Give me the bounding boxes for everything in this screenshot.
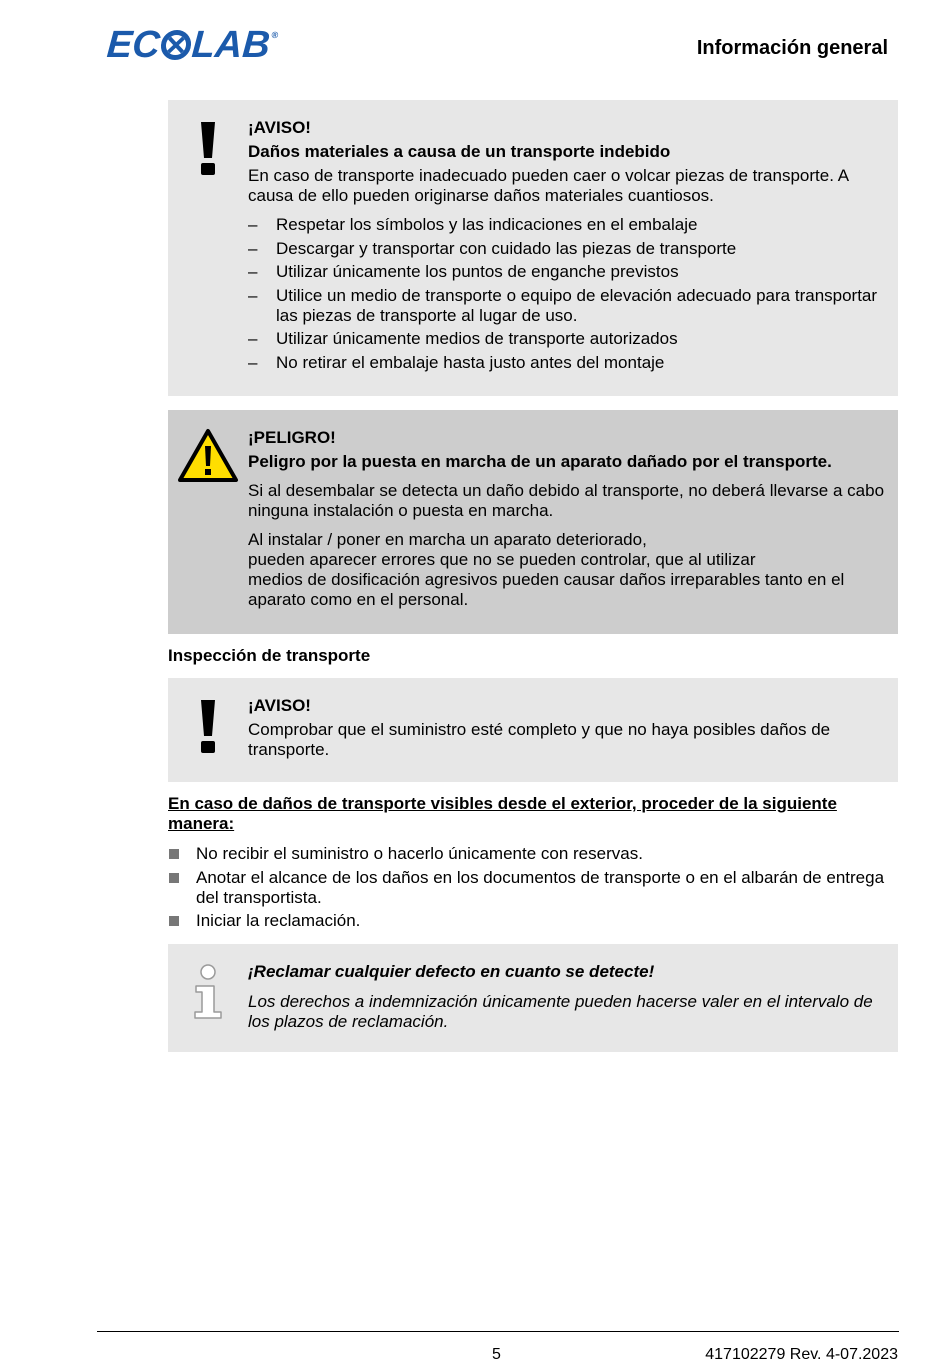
notice-box-check-delivery bbox=[168, 678, 898, 782]
list-item: Iniciar la reclamación. bbox=[168, 911, 898, 931]
notice-text: Comprobar que el suministro esté completo y que no haya posibles daños de transporte. bbox=[248, 720, 831, 759]
exclamation-icon bbox=[198, 120, 218, 176]
info-icon bbox=[190, 962, 226, 1022]
logo-o-mark-icon bbox=[160, 30, 192, 60]
info-content bbox=[248, 962, 888, 1032]
notice-title: Daños materiales a causa de un transporte indebido bbox=[248, 142, 671, 161]
info-title: ¡Reclamar cualquier defecto en cuanto se detecte! bbox=[248, 962, 655, 981]
logo-text-right: LAB bbox=[190, 24, 272, 66]
notice-text: En caso de transporte inadecuado pueden caer o volcar piezas de transporte. A causa de ello pueden originarse daños materiales cuantiosos. bbox=[248, 166, 849, 205]
list-item: No recibir el suministro o hacerlo únicamente con reservas. bbox=[168, 844, 898, 864]
exclamation-icon bbox=[198, 698, 218, 754]
notice-signal-word: ¡AVISO! bbox=[248, 696, 311, 715]
danger-text-line: Al instalar / poner en marcha un aparato deteriorado, bbox=[248, 530, 647, 549]
danger-text-line: pueden aparecer errores que no se pueden controlar, que al utilizar bbox=[248, 550, 756, 569]
logo-text-left: EC bbox=[105, 24, 162, 66]
notice-content bbox=[248, 118, 888, 376]
ecolab-logo bbox=[105, 24, 279, 66]
list-item: – Respetar los símbolos y las indicaciones en el embalaje bbox=[248, 215, 888, 235]
list-item: – Descargar y transportar con cuidado las piezas de transporte bbox=[248, 239, 888, 259]
notice-box-transport-damage bbox=[168, 100, 898, 396]
document-revision: 417102279 Rev. 4-07.2023 bbox=[705, 1346, 898, 1363]
list-item: – Utilizar únicamente los puntos de enganche previstos bbox=[248, 262, 888, 282]
procedure-heading: En caso de daños de transporte visibles desde el exterior, proceder de la siguiente manera: bbox=[168, 794, 837, 833]
section-title: Información general bbox=[696, 37, 888, 59]
info-box-claims bbox=[168, 944, 898, 1052]
list-item: – No retirar el embalaje hasta justo antes del montaje bbox=[248, 353, 888, 373]
notice-instruction-list bbox=[248, 215, 888, 373]
danger-title: Peligro por la puesta en marcha de un aparato dañado por el transporte. bbox=[248, 452, 832, 471]
list-item: Anotar el alcance de los daños en los documentos de transporte o en el albarán de entrega del transportista. bbox=[168, 868, 898, 908]
procedure-list bbox=[168, 844, 898, 935]
logo-registered-mark: ® bbox=[271, 30, 279, 40]
inspection-heading: Inspección de transporte bbox=[168, 646, 371, 665]
danger-text: Si al desembalar se detecta un daño debido al transporte, no deberá llevarse a cabo ninguna instalación o puesta en marcha. bbox=[248, 481, 885, 520]
notice-signal-word: ¡AVISO! bbox=[248, 118, 311, 137]
danger-signal-word: ¡PELIGRO! bbox=[248, 428, 336, 447]
list-item: – Utilizar únicamente medios de transporte autorizados bbox=[248, 329, 888, 349]
footer-divider bbox=[97, 1331, 899, 1332]
notice-content bbox=[248, 696, 888, 760]
list-item: – Utilice un medio de transporte o equipo de elevación adecuado para transportar las piezas de transporte al lugar de uso. bbox=[248, 286, 888, 326]
page-number: 5 bbox=[492, 1346, 501, 1363]
danger-content bbox=[248, 428, 888, 610]
danger-box-damaged-device bbox=[168, 410, 898, 634]
warning-triangle-icon bbox=[177, 428, 239, 484]
info-text: Los derechos a indemnización únicamente pueden hacerse valer en el intervalo de los plazos de reclamación. bbox=[248, 992, 873, 1031]
danger-text-line: medios de dosificación agresivos pueden causar daños irreparables tanto en el aparato como en el personal. bbox=[248, 570, 845, 609]
